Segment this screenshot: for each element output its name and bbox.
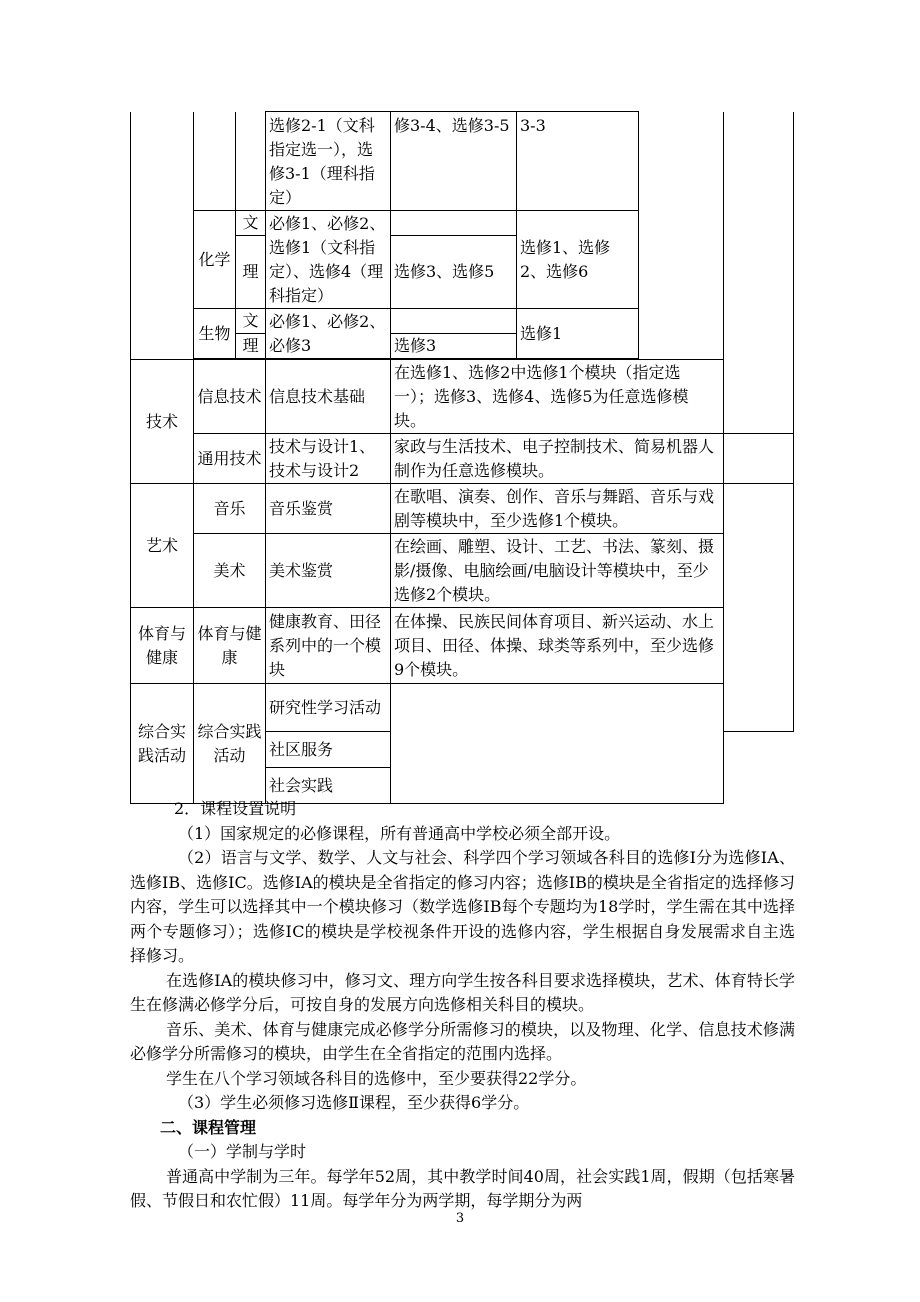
chemistry-required-cell: 必修1、必修2、选修1（文科指定）、选修4（理科指定） <box>266 211 391 309</box>
paragraph-1: （1）国家规定的必修课程，所有普通高中学校必须全部开设。 <box>178 823 621 843</box>
biology-wen-cell: 文 <box>236 309 266 334</box>
practice-item-research-cell: 研究性学习活动 <box>266 684 391 732</box>
technology-area-cell: 技术 <box>131 360 194 484</box>
music-subject-cell: 音乐 <box>194 484 266 534</box>
practice-subject-cell: 综合实践活动 <box>194 684 266 804</box>
biology-required-cell: 必修1、必修2、必修3 <box>266 309 391 359</box>
physics-required-cell: 选修2-1（文科指定选一），选修3-1（理科指定） <box>266 112 391 211</box>
fine-arts-elective-cell: 在绘画、雕塑、设计、工艺、书法、篆刻、摄影/摄像、电脑绘画/电脑设计等模块中，至少选修2个模块。 <box>391 534 724 608</box>
paragraph-6: （3）学生必须修习选修Ⅱ课程，至少获得6学分。 <box>178 1093 530 1112</box>
biology-subject-cell: 生物 <box>194 309 236 359</box>
pe-required-cell: 健康教育、田径系列中的一个模块 <box>266 608 391 684</box>
general-tech-subject-cell: 通用技术 <box>194 434 266 484</box>
chemistry-li-elective-b-cell: 选修3、选修5 <box>391 236 517 309</box>
subheading-schooling: （一）学制与学时 <box>178 1142 307 1161</box>
paragraph-4: 音乐、美术、体育与健康完成必修学分所需修习的模块，以及物理、化学、信息技术修满必修学分所需修习的模块，由学生在全省指定的范围内选择。 <box>130 1019 795 1063</box>
curriculum-table <box>130 111 794 804</box>
physics-subject-cell <box>194 112 236 211</box>
music-required-cell: 音乐鉴赏 <box>266 484 391 534</box>
pe-area-cell: 体育与健康 <box>131 608 194 684</box>
remarks-column-cell <box>724 112 794 434</box>
chemistry-li-cell: 理 <box>236 236 266 309</box>
biology-elective-c-cell: 选修1 <box>517 309 639 359</box>
technology-remarks-cell <box>724 434 794 484</box>
pe-elective-cell: 在体操、民族民间体育项目、新兴运动、水上项目、田径、体操、球类等系列中，至少选修9个模块。 <box>391 608 724 684</box>
biology-li-elective-b-cell: 选修3 <box>391 334 517 359</box>
practice-item-social-cell: 社会实践 <box>266 768 391 804</box>
info-tech-elective-cell: 在选修1、选修2中选修1个模块（指定选一）；选修3、选修4、选修5为任意选修模块。 <box>391 360 724 434</box>
paragraph-7: 普通高中学制为三年。每学年52周，其中教学时间40周，社会实践1周，假期（包括寒暑假、节假日和农忙假）11周。每学年分为两学期，每学期分为两 <box>130 1166 795 1210</box>
chemistry-elective-c-cell: 选修1、选修2、选修6 <box>517 211 639 309</box>
physics-track-cell <box>236 112 266 211</box>
physics-elective-c-cell: 3-3 <box>517 112 639 211</box>
info-tech-subject-cell: 信息技术 <box>194 360 266 434</box>
practice-area-cell: 综合实践活动 <box>131 684 194 804</box>
arts-remarks-cell <box>724 484 794 732</box>
body-text <box>130 797 795 1214</box>
chemistry-wen-elective-b-cell <box>391 211 517 236</box>
heading-course-management: 二、课程管理 <box>160 1117 257 1137</box>
info-tech-required-cell: 信息技术基础 <box>266 360 391 434</box>
general-tech-required-cell: 技术与设计1、技术与设计2 <box>266 434 391 484</box>
biology-wen-elective-b-cell <box>391 309 517 334</box>
paragraph-3: 在选修ⅠA的模块修习中，修习文、理方向学生按各科目要求选择模块，艺术、体育特长学生在修满必修学分后，可按自身的发展方向选修相关科目的模块。 <box>130 970 795 1014</box>
fine-arts-required-cell: 美术鉴赏 <box>266 534 391 608</box>
general-tech-elective-cell: 家政与生活技术、电子控制技术、简易机器人制作为任意选修模块。 <box>391 434 724 484</box>
section-title: 2．课程设置说明 <box>174 799 297 818</box>
practice-elective-cell <box>391 684 724 804</box>
paragraph-2: （2）语言与文学、数学、人文与社会、科学四个学习领域各科目的选修Ⅰ分为选修ⅠA、选修ⅠB、选修ⅠC。选修ⅠA的模块是全省指定的修习内容；选修ⅠB的模块是全省指定的选择修习内容，学生可以选择其中一个模块修习（数学选修ⅠB每个专题均为18学时，学生需在其中选择两个专题修习）；选修ⅠC的模块是学校视条件开设的选修内容，学生根据自身发展需求自主选择修习。 <box>130 848 795 965</box>
page-number: 3 <box>455 1211 465 1226</box>
fine-arts-subject-cell: 美术 <box>194 534 266 608</box>
science-area-cell <box>131 112 194 360</box>
chemistry-subject-cell: 化学 <box>194 211 236 309</box>
biology-li-cell: 理 <box>236 334 266 359</box>
physics-elective-b-cell: 修3-4、选修3-5 <box>391 112 517 211</box>
music-elective-cell: 在歌唱、演奏、创作、音乐与舞蹈、音乐与戏剧等模块中，至少选修1个模块。 <box>391 484 724 534</box>
pe-subject-cell: 体育与健康 <box>194 608 266 684</box>
arts-area-cell: 艺术 <box>131 484 194 608</box>
chemistry-wen-cell: 文 <box>236 211 266 236</box>
practice-item-community-cell: 社区服务 <box>266 732 391 768</box>
paragraph-5: 学生在八个学习领域各科目的选修中，至少要获得22学分。 <box>166 1068 587 1088</box>
science-note-cell <box>639 112 724 360</box>
